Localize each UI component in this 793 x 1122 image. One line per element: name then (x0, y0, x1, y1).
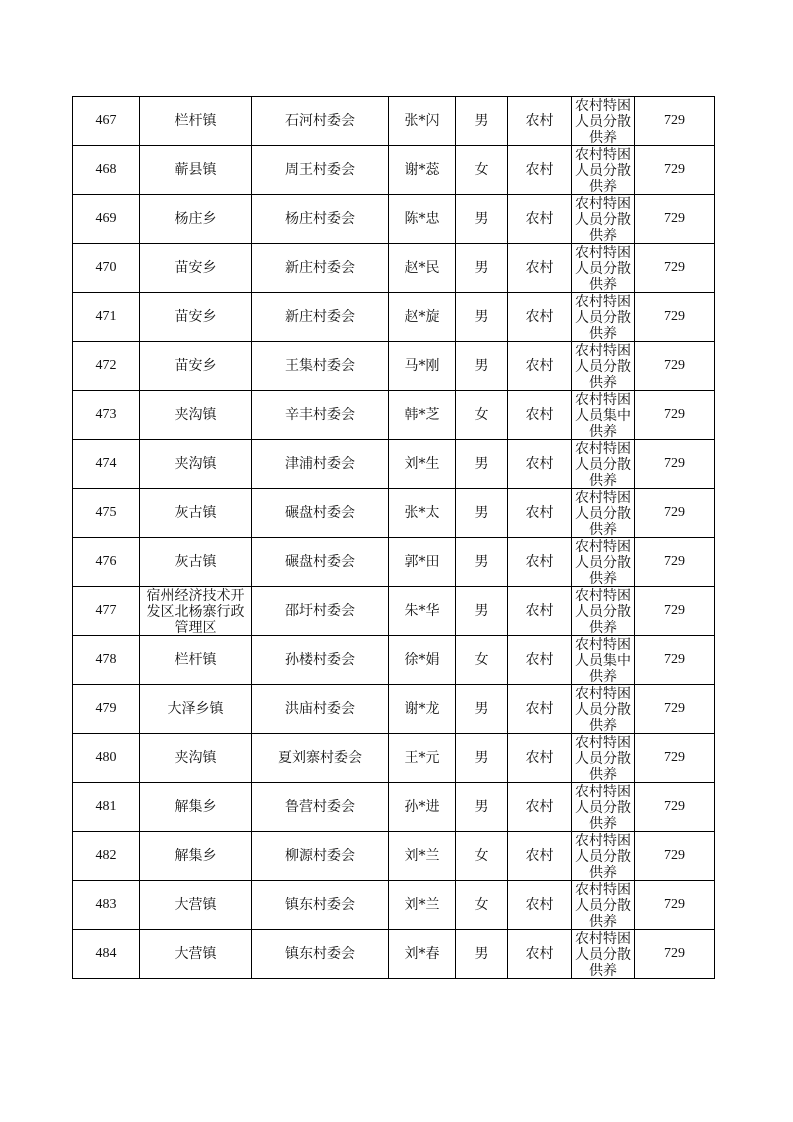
support-type-cell (572, 538, 635, 587)
recipient-table (72, 96, 715, 979)
gender-cell: 男 (456, 244, 508, 293)
amount-cell: 729 (635, 195, 715, 244)
support-type-cell (572, 440, 635, 489)
gender-cell: 男 (456, 685, 508, 734)
support-type-cell (572, 489, 635, 538)
support-type-cell (572, 734, 635, 783)
town-text: 蕲县镇 (174, 162, 217, 178)
support-type-cell (572, 195, 635, 244)
support-type-text: 农村特困人员分散供养 (575, 882, 631, 929)
amount-cell: 729 (635, 97, 715, 146)
amount-cell: 729 (635, 391, 715, 440)
support-type-text: 农村特困人员分散供养 (575, 931, 631, 978)
area-cell: 农村 (508, 391, 572, 440)
name-cell: 王*元 (389, 734, 456, 783)
support-type-cell (572, 97, 635, 146)
table-body (73, 97, 715, 979)
support-type-cell (572, 636, 635, 685)
town-text: 苗安乡 (174, 309, 217, 325)
town-cell (140, 391, 252, 440)
town-text: 栏杆镇 (174, 113, 217, 129)
support-type-cell (572, 293, 635, 342)
village-cell: 镇东村委会 (252, 930, 389, 979)
town-text: 夹沟镇 (174, 407, 217, 423)
gender-cell: 男 (456, 538, 508, 587)
support-type-cell (572, 146, 635, 195)
area-cell: 农村 (508, 440, 572, 489)
gender-cell: 女 (456, 391, 508, 440)
town-text: 杨庄乡 (174, 211, 217, 227)
table-row (73, 342, 715, 391)
row-number: 476 (73, 538, 140, 587)
town-text: 灰古镇 (174, 505, 217, 521)
name-cell: 刘*兰 (389, 881, 456, 930)
name-cell: 陈*忠 (389, 195, 456, 244)
village-cell: 碾盘村委会 (252, 489, 389, 538)
village-cell: 周王村委会 (252, 146, 389, 195)
gender-cell: 男 (456, 342, 508, 391)
village-cell: 新庄村委会 (252, 293, 389, 342)
town-cell (140, 293, 252, 342)
row-number: 470 (73, 244, 140, 293)
amount-cell: 729 (635, 342, 715, 391)
town-cell (140, 342, 252, 391)
village-cell: 孙楼村委会 (252, 636, 389, 685)
support-type-text: 农村特困人员集中供养 (575, 392, 631, 439)
town-cell (140, 636, 252, 685)
row-number: 475 (73, 489, 140, 538)
name-cell: 马*刚 (389, 342, 456, 391)
name-cell: 谢*蕊 (389, 146, 456, 195)
table-row (73, 636, 715, 685)
amount-cell: 729 (635, 538, 715, 587)
table-row (73, 930, 715, 979)
gender-cell: 女 (456, 881, 508, 930)
name-cell: 赵*旋 (389, 293, 456, 342)
table-row (73, 832, 715, 881)
town-cell (140, 930, 252, 979)
support-type-text: 农村特困人员分散供养 (575, 245, 631, 292)
area-cell: 农村 (508, 195, 572, 244)
support-type-cell (572, 391, 635, 440)
name-cell: 刘*春 (389, 930, 456, 979)
area-cell: 农村 (508, 734, 572, 783)
name-cell: 张*闪 (389, 97, 456, 146)
support-type-text: 农村特困人员分散供养 (575, 343, 631, 390)
amount-cell: 729 (635, 636, 715, 685)
area-cell: 农村 (508, 881, 572, 930)
area-cell: 农村 (508, 930, 572, 979)
town-cell (140, 489, 252, 538)
area-cell: 农村 (508, 146, 572, 195)
support-type-text: 农村特困人员分散供养 (575, 147, 631, 194)
town-cell (140, 146, 252, 195)
support-type-text: 农村特困人员分散供养 (575, 735, 631, 782)
gender-cell: 男 (456, 97, 508, 146)
support-type-cell (572, 342, 635, 391)
support-type-text: 农村特困人员分散供养 (575, 686, 631, 733)
table-row (73, 538, 715, 587)
village-cell: 石河村委会 (252, 97, 389, 146)
village-cell: 杨庄村委会 (252, 195, 389, 244)
town-text: 夹沟镇 (174, 750, 217, 766)
village-cell: 碾盘村委会 (252, 538, 389, 587)
village-cell: 柳源村委会 (252, 832, 389, 881)
town-text: 苗安乡 (174, 358, 217, 374)
amount-cell: 729 (635, 244, 715, 293)
support-type-text: 农村特困人员分散供养 (575, 196, 631, 243)
table-row (73, 293, 715, 342)
table-row (73, 146, 715, 195)
area-cell: 农村 (508, 342, 572, 391)
gender-cell: 男 (456, 930, 508, 979)
row-number: 471 (73, 293, 140, 342)
gender-cell: 男 (456, 734, 508, 783)
table-row (73, 685, 715, 734)
amount-cell: 729 (635, 832, 715, 881)
area-cell: 农村 (508, 538, 572, 587)
table-row (73, 734, 715, 783)
gender-cell: 男 (456, 440, 508, 489)
row-number: 477 (73, 587, 140, 636)
town-cell (140, 440, 252, 489)
support-type-text: 农村特困人员分散供养 (575, 539, 631, 586)
gender-cell: 男 (456, 489, 508, 538)
town-cell (140, 587, 252, 636)
support-type-text: 农村特困人员集中供养 (575, 637, 631, 684)
town-text: 解集乡 (174, 848, 217, 864)
town-cell (140, 244, 252, 293)
row-number: 469 (73, 195, 140, 244)
gender-cell: 男 (456, 293, 508, 342)
name-cell: 刘*兰 (389, 832, 456, 881)
town-text: 大泽乡镇 (167, 701, 224, 717)
village-cell: 新庄村委会 (252, 244, 389, 293)
amount-cell: 729 (635, 685, 715, 734)
table-row (73, 97, 715, 146)
row-number: 481 (73, 783, 140, 832)
town-cell (140, 881, 252, 930)
town-text: 大营镇 (174, 897, 217, 913)
name-cell: 徐*娟 (389, 636, 456, 685)
row-number: 482 (73, 832, 140, 881)
village-cell: 鲁营村委会 (252, 783, 389, 832)
table-row (73, 440, 715, 489)
village-cell: 邵圩村委会 (252, 587, 389, 636)
support-type-cell (572, 832, 635, 881)
row-number: 472 (73, 342, 140, 391)
area-cell: 农村 (508, 97, 572, 146)
town-cell (140, 195, 252, 244)
town-cell (140, 783, 252, 832)
gender-cell: 女 (456, 636, 508, 685)
area-cell: 农村 (508, 685, 572, 734)
gender-cell: 男 (456, 587, 508, 636)
gender-cell: 男 (456, 195, 508, 244)
name-cell: 韩*芝 (389, 391, 456, 440)
gender-cell: 男 (456, 783, 508, 832)
support-type-text: 农村特困人员分散供养 (575, 441, 631, 488)
area-cell: 农村 (508, 489, 572, 538)
town-cell (140, 734, 252, 783)
town-text: 大营镇 (174, 946, 217, 962)
row-number: 483 (73, 881, 140, 930)
table-row (73, 195, 715, 244)
support-type-text: 农村特困人员分散供养 (575, 784, 631, 831)
name-cell: 刘*生 (389, 440, 456, 489)
support-type-cell (572, 930, 635, 979)
name-cell: 张*太 (389, 489, 456, 538)
table-row (73, 881, 715, 930)
support-type-text: 农村特困人员分散供养 (575, 588, 631, 635)
town-text: 灰古镇 (174, 554, 217, 570)
town-text: 宿州经济技术开发区北杨寨行政管理区 (146, 588, 245, 635)
village-cell: 王集村委会 (252, 342, 389, 391)
support-type-text: 农村特困人员分散供养 (575, 833, 631, 880)
support-type-cell (572, 881, 635, 930)
amount-cell: 729 (635, 734, 715, 783)
area-cell: 农村 (508, 783, 572, 832)
row-number: 473 (73, 391, 140, 440)
town-cell (140, 538, 252, 587)
amount-cell: 729 (635, 146, 715, 195)
town-text: 苗安乡 (174, 260, 217, 276)
gender-cell: 女 (456, 832, 508, 881)
amount-cell: 729 (635, 881, 715, 930)
table-row (73, 391, 715, 440)
row-number: 474 (73, 440, 140, 489)
town-cell (140, 97, 252, 146)
amount-cell: 729 (635, 489, 715, 538)
town-cell (140, 832, 252, 881)
row-number: 467 (73, 97, 140, 146)
table-row (73, 587, 715, 636)
town-text: 解集乡 (174, 799, 217, 815)
support-type-text: 农村特困人员分散供养 (575, 98, 631, 145)
area-cell: 农村 (508, 587, 572, 636)
name-cell: 谢*龙 (389, 685, 456, 734)
table-row (73, 783, 715, 832)
gender-cell: 女 (456, 146, 508, 195)
row-number: 468 (73, 146, 140, 195)
amount-cell: 729 (635, 930, 715, 979)
amount-cell: 729 (635, 440, 715, 489)
town-text: 夹沟镇 (174, 456, 217, 472)
village-cell: 津浦村委会 (252, 440, 389, 489)
support-type-cell (572, 783, 635, 832)
town-cell (140, 685, 252, 734)
area-cell: 农村 (508, 636, 572, 685)
amount-cell: 729 (635, 587, 715, 636)
area-cell: 农村 (508, 832, 572, 881)
village-cell: 镇东村委会 (252, 881, 389, 930)
town-text: 栏杆镇 (174, 652, 217, 668)
row-number: 478 (73, 636, 140, 685)
row-number: 480 (73, 734, 140, 783)
name-cell: 赵*民 (389, 244, 456, 293)
support-type-cell (572, 244, 635, 293)
village-cell: 洪庙村委会 (252, 685, 389, 734)
support-type-cell (572, 587, 635, 636)
row-number: 479 (73, 685, 140, 734)
support-type-text: 农村特困人员分散供养 (575, 490, 631, 537)
name-cell: 郭*田 (389, 538, 456, 587)
amount-cell: 729 (635, 293, 715, 342)
name-cell: 孙*进 (389, 783, 456, 832)
table-row (73, 489, 715, 538)
amount-cell: 729 (635, 783, 715, 832)
village-cell: 夏刘寨村委会 (252, 734, 389, 783)
support-type-text: 农村特困人员分散供养 (575, 294, 631, 341)
support-type-cell (572, 685, 635, 734)
area-cell: 农村 (508, 244, 572, 293)
name-cell: 朱*华 (389, 587, 456, 636)
area-cell: 农村 (508, 293, 572, 342)
table-row (73, 244, 715, 293)
village-cell: 辛丰村委会 (252, 391, 389, 440)
row-number: 484 (73, 930, 140, 979)
